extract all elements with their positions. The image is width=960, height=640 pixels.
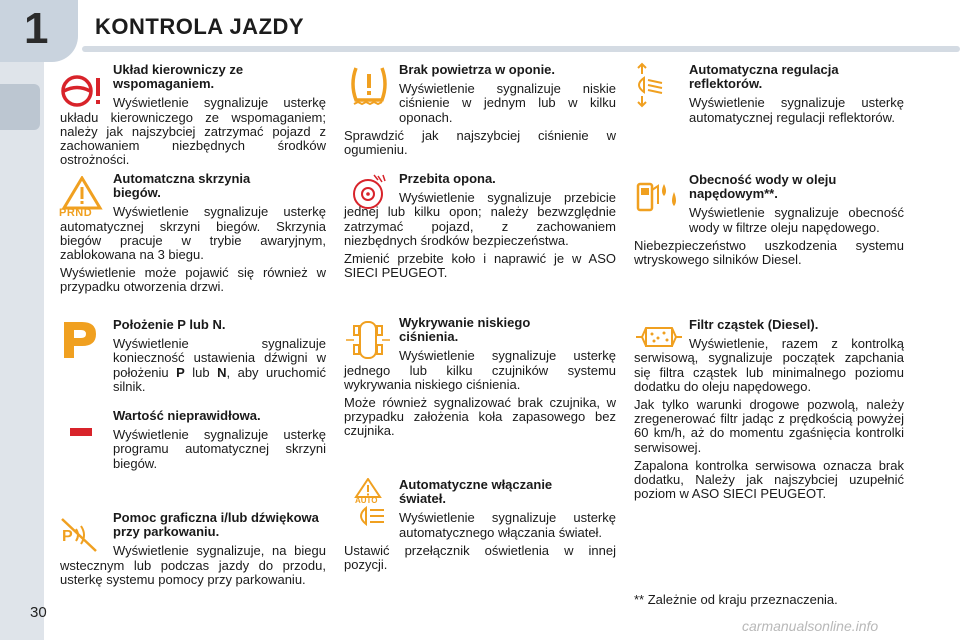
svg-text:P: P <box>62 528 73 545</box>
water-block <box>634 173 904 271</box>
tyre-air-heading: Brak powietrza w oponie. <box>399 62 556 77</box>
watermark: carmanualsonline.info <box>742 618 879 634</box>
puncture-text-2: Zmienić przebite koło i naprawić je w ASO SIECI PEUGEOT. <box>344 251 616 281</box>
gearbox-text-2: Wyświetlenie może pojawić się również w przypadku otworzenia drzwi. <box>60 265 326 295</box>
invalid-block <box>113 409 326 475</box>
gearbox-icon-label: PRND <box>59 207 93 219</box>
title-underline <box>82 46 960 52</box>
chapter-tab <box>0 0 78 62</box>
low-pressure-text-2: Może również sygnalizować brak czujnika, w przypadku założenia koła zapasowego bez czujnika. <box>344 395 616 439</box>
tyre-air-block <box>344 63 616 161</box>
invalid-heading: Wartość nieprawidłowa. <box>113 408 261 423</box>
position-text-n: N <box>217 364 227 380</box>
tyre-air-text-2: Sprawdzić jak najszybciej ciśnienie w ogumieniu. <box>344 127 616 158</box>
parking-text: Wyświetlenie sygnalizuje, na biegu wstecznym lub podczas jazdy do przodu, usterkę systemu pomocy przy parkowaniu. <box>60 543 326 587</box>
low-pressure-block <box>344 316 616 443</box>
invalid-value-dash-icon <box>70 428 92 436</box>
filter-text-1: Wyświetlenie, razem z kontrolką serwisową, sygnalizuje początek zapchania się filtra cząstek lub minimalnego poziomu dodatku do oleju napędowego. <box>634 336 904 394</box>
position-text <box>113 337 326 394</box>
gearbox-text-1: Wyświetlenie sygnalizuje usterkę automatycznej skrzyni biegów. Skrzynia biegów pracuje w trybie awaryjnym, zablokowana na 3 biegu. <box>60 204 326 263</box>
gearbox-heading: Automatczna skrzynia biegów. <box>113 171 251 201</box>
filter-text-3: Zapalona kontrolka serwisowa oznacza brak dodatku, Należy jak najszybciej uzupełnić poziom w ASO SIECI PEUGEOT. <box>634 457 904 502</box>
auto-lights-text-1: Wyświetlenie sygnalizuje usterkę automatycznego włączania świateł. <box>399 510 616 540</box>
water-text-1: Wyświetlenie sygnalizuje obecność wody w filtrze oleju napędowego. <box>689 205 904 235</box>
low-pressure-text-1: Wyświetlenie sygnalizuje usterkę jednego lub kilku czujników systemu wykrywania niskiego ciśnienia. <box>344 348 616 392</box>
puncture-block <box>344 172 616 284</box>
gearbox-block <box>60 172 326 299</box>
puncture-text-1: Wyświetlenie sygnalizuje przebicie jednej lub kilku opon; należy bezwzględnie zatrzymać pojazd, z zachowaniem niezbędnych środków bezpieczeństwa. <box>344 190 616 248</box>
footnote: ** Zależnie od kraju przeznaczenia. <box>634 592 838 607</box>
page-number: 30 <box>30 604 47 621</box>
page-title: KONTROLA JAZDY <box>95 14 305 39</box>
headlamp-block <box>634 63 904 129</box>
parking-heading: Pomoc graficzna i/lub dźwiękowa przy parkowaniu. <box>113 510 319 540</box>
puncture-heading: Przebita opona. <box>399 171 496 186</box>
auto-lights-text-2: Ustawić przełącznik oświetlenia w innej pozycji. <box>344 542 616 573</box>
headlamp-text: Wyświetlenie sygnalizuje usterkę automatycznej regulacji reflektorów. <box>689 95 904 125</box>
steering-heading: Układ kierowniczy ze wspomaganiem. <box>113 62 244 92</box>
position-text-a: Wyświetlenie sygnalizuje konieczność ustawienia dźwigni w położeniu <box>113 336 326 380</box>
water-heading: Obecność wody w oleju napędowym**. <box>689 172 837 202</box>
steering-block <box>60 63 326 171</box>
position-text-p: P <box>176 364 185 380</box>
auto-lights-block <box>344 478 616 576</box>
filter-block <box>634 318 904 505</box>
position-heading: Położenie P lub N. <box>113 317 226 332</box>
position-text-c: , aby uruchomić silnik. <box>113 364 326 394</box>
section-tab <box>0 84 40 130</box>
low-pressure-heading: Wykrywanie niskiego ciśnienia. <box>399 315 531 345</box>
headlamp-heading: Automatyczna regulacja reflektorów. <box>689 62 839 92</box>
position-text-b: lub <box>184 364 218 380</box>
chapter-number: 1 <box>24 4 49 53</box>
steering-text: Wyświetlenie sygnalizuje usterkę układu kierowniczego ze wspomaganiem; należy jak najszybciej zatrzymać pojazd z zachowaniem niezbędnych środków ostrożności. <box>60 95 326 168</box>
water-text-2: Niebezpieczeństwo uszkodzenia systemu wtryskowego silników Diesel. <box>634 237 904 268</box>
filter-text-2: Jak tylko warunki drogowe pozwolą, należy zregenerować filtr jadąc z prędkością powyżej 60 km/h, aż do momentu zgaśnięcia kontrolki serwisowej. <box>634 397 904 455</box>
auto-lights-icon-label: AUTO <box>355 496 378 505</box>
invalid-text: Wyświetlenie sygnalizuje usterkę programu automatycznej skrzyni biegów. <box>113 427 326 471</box>
position-block <box>113 318 326 398</box>
auto-lights-heading: Automatyczne włączanie świateł. <box>399 477 553 507</box>
parking-block <box>60 511 326 591</box>
park-position-icon <box>58 318 102 362</box>
filter-heading: Filtr cząstek (Diesel). <box>689 317 819 332</box>
tyre-air-text-1: Wyświetlenie sygnalizuje niskie ciśnienie w jednym lub w kilku oponach. <box>399 81 616 125</box>
